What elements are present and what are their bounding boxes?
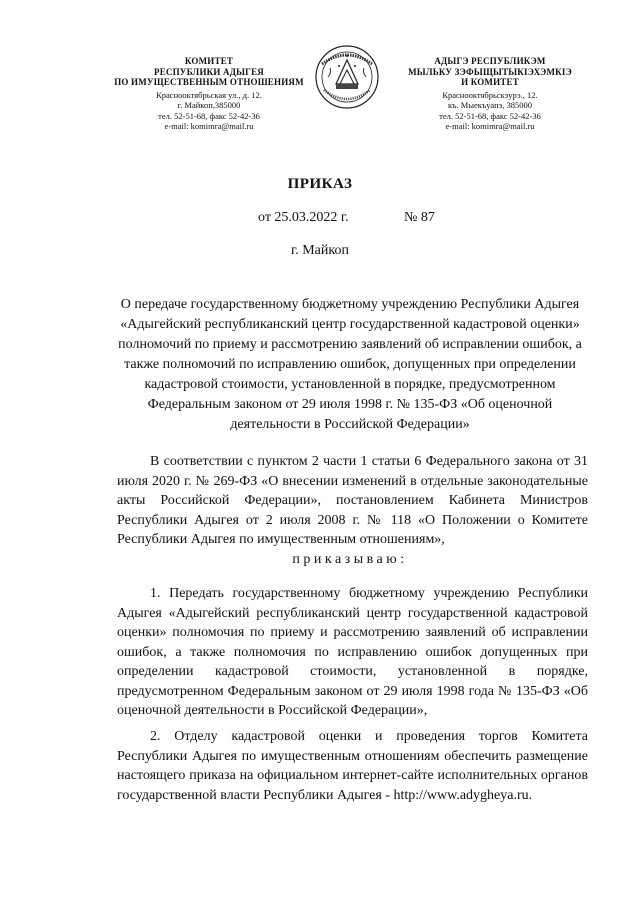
header-left-phone: тел. 52-51-68, факс 52-42-36	[158, 110, 260, 121]
order-number: № 87	[404, 210, 435, 225]
header-left-email: e-mail: komimra@mail.ru	[164, 121, 254, 131]
coat-of-arms-emblem-icon	[314, 44, 380, 110]
header-left-address: Краснооктябрьская ул., д. 12.	[156, 89, 262, 100]
header-left-line3: ПО ИМУЩЕСТВЕННЫМ ОТНОШЕНИЯМ	[114, 77, 304, 87]
header-left-block	[104, 56, 314, 132]
header-right-city: къ. Мыекъуапэ, 385000	[447, 100, 533, 110]
order-preamble: В соответствии с пунктом 2 части 1 статьи 6 Федерального закона от 31 июля 2020 г. № 269-ФЗ «О внесении изменений в отдельные законодательные акты Российской Федерации», постановлением Кабинета Министров Республики Адыгея от 2 июля 2008 г. № 118 «О Положении о Комитете Республики Адыгея по имущественным отношениям»,	[117, 454, 588, 547]
order-item-2: 2. Отделу кадастровой оценки и проведения торгов Комитета Республики Адыгея по имущественным отношениям обеспечить размещение настоящего приказа на официальном интернет-сайте исполнительных органов государственной власти Республики Адыгея - http://www.adygheya.ru.	[117, 729, 588, 803]
header-right-line2: МЫЛЬКУ ЗЭФЫЩЫТЫКIЭХЭМКIЭ	[408, 66, 572, 77]
header-right-address: Краснооктябрьскэурэ., 12.	[442, 89, 538, 100]
header-right-phone: тел. 52-51-68, факс 52-42-36	[439, 110, 541, 121]
header-right-line3: И КОМИТЕТ	[461, 77, 519, 87]
order-date: от 25.03.2022 г.	[258, 210, 349, 225]
header-right-block	[384, 56, 596, 132]
orders-word: приказываю:	[292, 552, 408, 567]
header-right-line1: АДЫГЭ РЕСПУБЛИКЭМ	[434, 56, 546, 66]
header-left-line1: КОМИТЕТ	[184, 56, 234, 66]
order-subject: О передаче государственному бюджетному учреждению Республики Адыгея «Адыгейский республиканский центр государственной кадастровой оценки» полномочий по приему и рассмотрению заявлений об исправлении ошибок, а также полномочий по исправлению ошибок, допущенных при определении кадастровой стоимости, установленной в порядке, предусмотренном Федеральным законом от 29 июля 1998 г. № 135-ФЗ «Об оценочной деятельности в Российской Федерации»	[118, 297, 582, 432]
document-title: ПРИКАЗ	[287, 176, 353, 192]
order-item-1: 1. Передать государственному бюджетному учреждению Республики Адыгея «Адыгейский республиканский центр государственной кадастровой оценки» полномочия по приему и рассмотрению заявлений об исправлении ошибок, а также полномочия по исправлению ошибок допущенных при определении кадастровой стоимости, установленной в порядке, предусмотренном Федеральным законом от 29 июля 1998 года № 135-ФЗ «Об оценочной деятельности в Российской Федерации»,	[117, 586, 588, 718]
header-left-city: г. Майкоп,385000	[177, 100, 241, 110]
header-right-email: e-mail: komimra@mail.ru	[445, 121, 535, 131]
header-left-line2: РЕСПУБЛИКИ АДЫГЕЯ	[154, 66, 264, 77]
order-city: г. Майкоп	[291, 243, 349, 258]
